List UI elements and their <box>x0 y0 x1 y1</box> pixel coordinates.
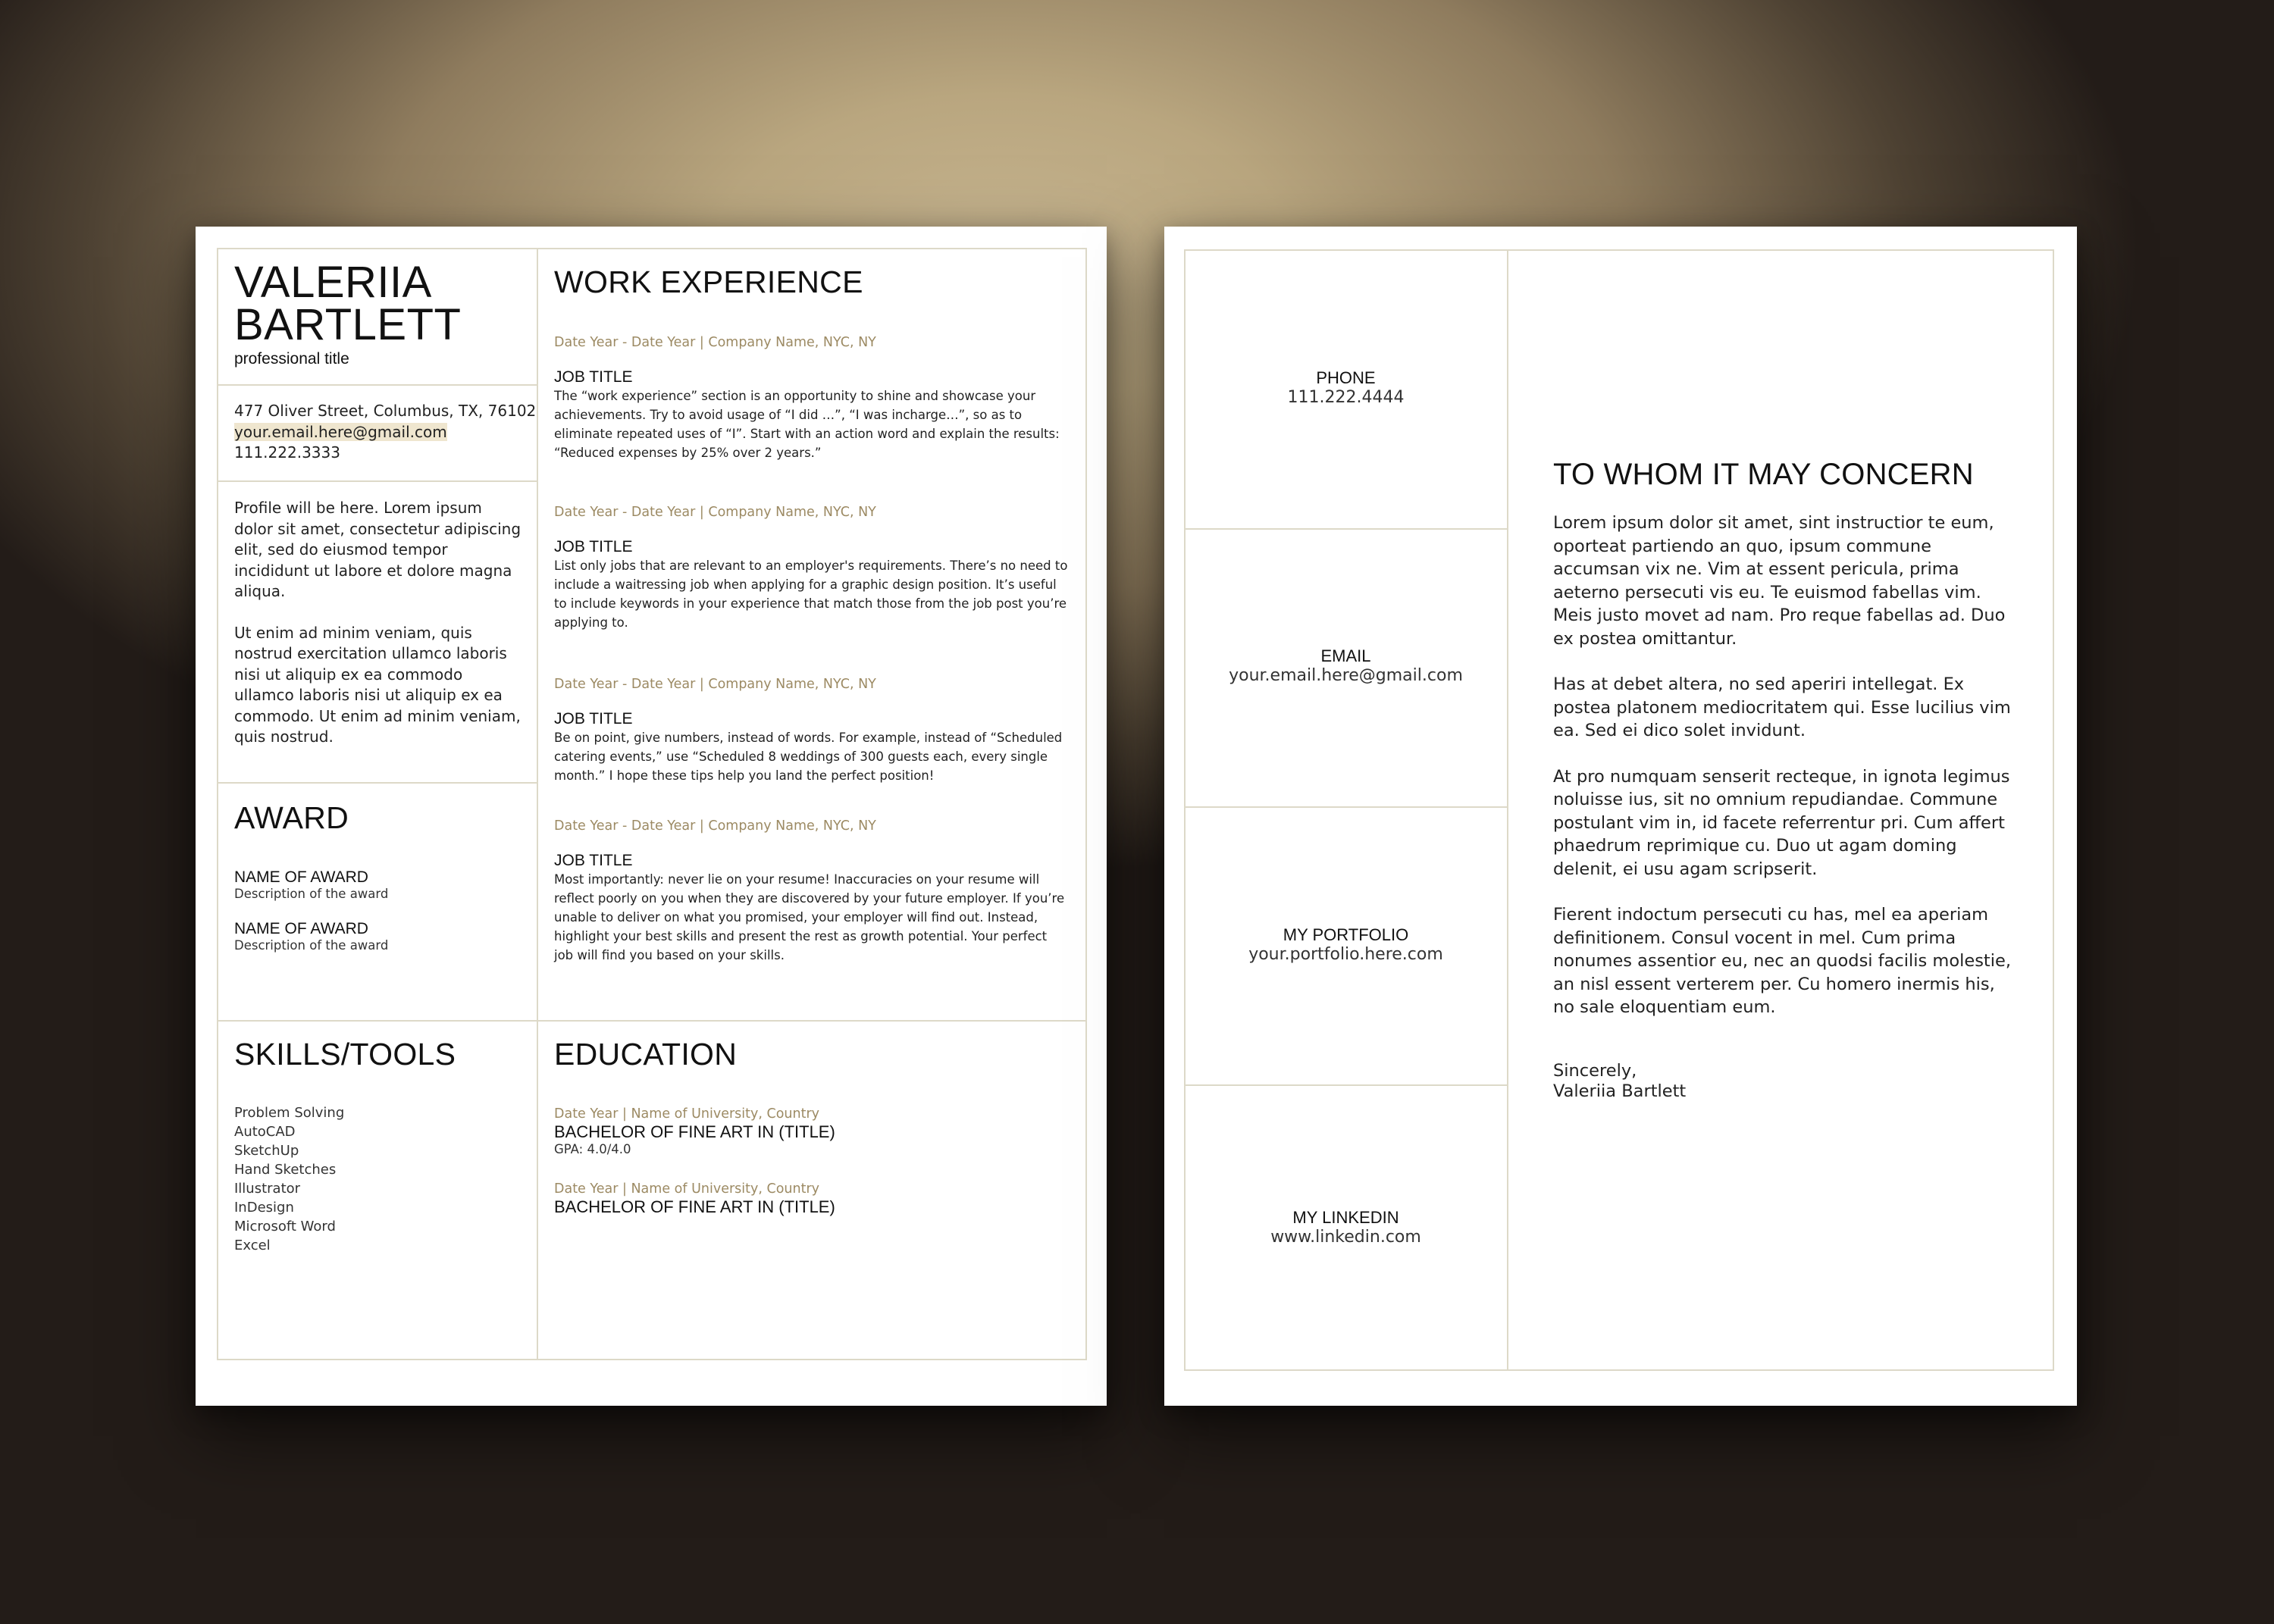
degree: BACHELOR OF FINE ART IN (TITLE) <box>554 1197 835 1216</box>
letter-body <box>1553 512 2016 1042</box>
job-description: Be on point, give numbers, instead of words. For example, instead of “Scheduled catering events,” use “Scheduled 8 weddings of 300 guests each, every single month.” I hope these tips help you land the perfect position! <box>554 731 1063 783</box>
education-dates: Date Year | Name of University, Country <box>554 1106 820 1122</box>
award-description: Description of the award <box>234 887 389 901</box>
skill-item: Excel <box>234 1238 271 1253</box>
job-title: JOB TITLE <box>554 852 633 869</box>
skill-item: Microsoft Word <box>234 1219 336 1234</box>
letter-paragraph: Lorem ipsum dolor sit amet, sint instructior te eum, oporteat partiendo an quo, ipsum commune accumsan vix ne. Vim at essent pericula, prima aeterno persecuti vis eu. Te euismod fabellas vim. Meis justo movet ad nam. Pro reque fabellas ad. Duo ex postea omittantur. <box>1553 513 2006 649</box>
divider <box>1184 1084 1507 1086</box>
job-entry <box>554 677 1070 785</box>
contact-value: 111.222.4444 <box>1287 388 1405 407</box>
divider <box>1184 806 1507 808</box>
name-first: VALERIIA <box>234 258 432 307</box>
job-description: Most importantly: never lie on your resume! Inaccuracies on your resume will reflect poorly on you when they are discovered by your future employer. If you’re unable to deliver on what you promised, your employer will find out. Instead, highlight your best skills and present the rest as growth potential. Your perfect job will find you based on your skills. <box>554 872 1065 962</box>
contact-email <box>1184 646 1508 686</box>
education-dates: Date Year | Name of University, Country <box>554 1181 820 1197</box>
skill-item: SketchUp <box>234 1143 299 1159</box>
skill-item: InDesign <box>234 1200 294 1216</box>
profile-section <box>234 498 522 768</box>
name-last: BARTLETT <box>234 300 462 349</box>
job-dates: Date Year - Date Year | Company Name, NYC, NY <box>554 335 876 350</box>
contact-label: EMAIL <box>1320 646 1371 665</box>
email-link[interactable]: your.email.here@gmail.com <box>234 422 447 441</box>
closing: Sincerely, <box>1553 1061 1637 1081</box>
skills-list <box>234 1103 344 1255</box>
contact-value[interactable]: www.linkedin.com <box>1270 1228 1421 1247</box>
resume-column-divider <box>537 248 538 1360</box>
letter-paragraph: Fierent indoctum persecuti cu has, mel ea aperiam definitionem. Consul vocent in mel. Cum prima nonumes assentior eu, nec an quodsi facilis molestie, an nisl essent verterem per. Cu homero inermis his, no sale eloquentiam eum. <box>1553 905 2011 1017</box>
resume-page <box>196 227 1107 1406</box>
contact-value[interactable]: your.email.here@gmail.com <box>1229 666 1463 685</box>
cover-letter-page <box>1164 227 2077 1406</box>
profile-paragraph: Ut enim ad minim veniam, quis nostrud exercitation ullamco laboris nisi ut aliquip ex ea commodo ullamco laboris nisi ut aliquip ex ea commodo. Ut enim ad minim veniam, quis nostrud. <box>234 623 521 746</box>
contact-label: MY PORTFOLIO <box>1283 925 1409 944</box>
degree: BACHELOR OF FINE ART IN (TITLE) <box>554 1122 835 1141</box>
contact-label: PHONE <box>1316 368 1376 387</box>
letter-signoff <box>1553 1061 1686 1102</box>
contact-linkedin <box>1184 1208 1508 1247</box>
skills-heading: SKILLS/TOOLS <box>234 1037 456 1072</box>
job-title: JOB TITLE <box>554 368 633 386</box>
award-heading: AWARD <box>234 800 349 835</box>
divider <box>217 480 537 482</box>
name-heading <box>234 258 522 349</box>
contact-phone <box>1184 368 1508 408</box>
award-name: NAME OF AWARD <box>234 920 368 937</box>
professional-title: professional title <box>234 350 349 368</box>
divider <box>217 384 537 386</box>
profile-paragraph: Profile will be here. Lorem ipsum dolor sit amet, consectetur adipiscing elit, sed do eiusmod tempor incididunt ut labore et dolore magna aliqua. <box>234 499 522 600</box>
letter-paragraph: At pro numquam senserit recteque, in ignota legimus noluisse ius, sit no omnium repudiandae. Commune postulant vim in, id facete referrentur pri. Cum affert phaedrum reprimique cu. Duo ut agam doming delenit, ei usu agam scripserit. <box>1553 766 2010 879</box>
job-entry <box>554 505 1070 632</box>
job-description: The “work experience” section is an opportunity to shine and showcase your achievements. Try to avoid usage of “I did …”, “I was incharge…”, so as to eliminate repeated uses of “I”. Start with an action word and explain the results: “Reduced expenses by 25% over 2 years.” <box>554 389 1060 460</box>
letter-heading: TO WHOM IT MAY CONCERN <box>1553 458 1974 491</box>
job-description: List only jobs that are relevant to an employer's requirements. There’s no need to include a waitressing job when applying for a graphic design position. It’s useful to include keywords in your experience that match those from the job post you’re applying to. <box>554 559 1068 630</box>
job-entry <box>554 818 1070 965</box>
phone: 111.222.3333 <box>234 443 340 462</box>
skill-item: AutoCAD <box>234 1124 296 1140</box>
divider <box>217 1020 1087 1022</box>
gpa: GPA: 4.0/4.0 <box>554 1142 631 1156</box>
divider <box>217 782 537 784</box>
contact-portfolio <box>1184 925 1508 965</box>
job-dates: Date Year - Date Year | Company Name, NYC, NY <box>554 818 876 834</box>
job-dates: Date Year - Date Year | Company Name, NYC, NY <box>554 505 876 520</box>
contact-value[interactable]: your.portfolio.here.com <box>1248 945 1443 964</box>
job-dates: Date Year - Date Year | Company Name, NYC, NY <box>554 677 876 692</box>
work-experience-heading: WORK EXPERIENCE <box>554 264 863 299</box>
job-entry <box>554 335 1070 462</box>
signature-name: Valeriia Bartlett <box>1553 1081 1687 1101</box>
contact-block <box>234 401 536 464</box>
education-entry <box>554 1181 835 1217</box>
education-entry <box>554 1106 835 1156</box>
award-description: Description of the award <box>234 938 389 953</box>
skill-item: Problem Solving <box>234 1105 345 1121</box>
skill-item: Illustrator <box>234 1181 301 1197</box>
skill-item: Hand Sketches <box>234 1162 337 1178</box>
award-item <box>234 868 388 901</box>
contact-label: MY LINKEDIN <box>1292 1208 1399 1227</box>
address: 477 Oliver Street, Columbus, TX, 76102 <box>234 402 537 420</box>
award-item <box>234 920 388 953</box>
letter-paragraph: Has at debet altera, no sed aperiri intellegat. Ex postea platonem mediocritatem qui. Esse lucilius vim ea. Sed ei dico solet invidunt. <box>1553 674 2011 740</box>
divider <box>1184 528 1507 530</box>
award-name: NAME OF AWARD <box>234 868 368 886</box>
education-heading: EDUCATION <box>554 1037 738 1072</box>
job-title: JOB TITLE <box>554 538 633 555</box>
job-title: JOB TITLE <box>554 710 633 728</box>
letter-column-divider <box>1507 249 1508 1371</box>
